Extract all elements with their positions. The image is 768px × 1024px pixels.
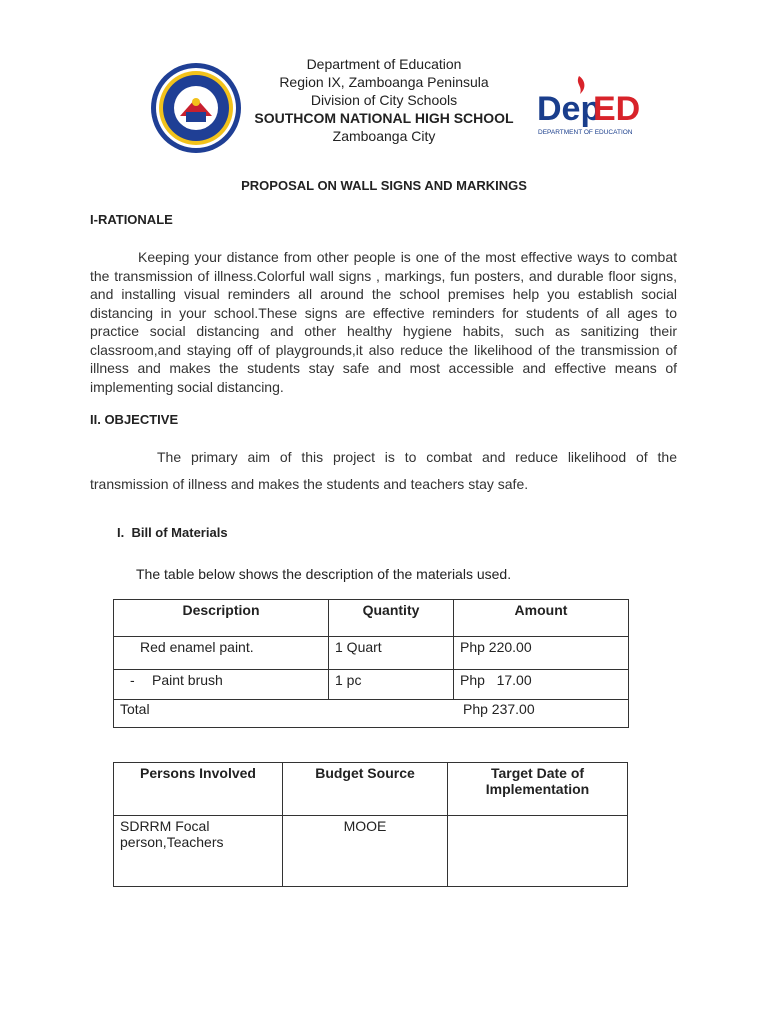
objective-paragraph — [90, 444, 677, 498]
rationale-heading: I-RATIONALE — [90, 212, 173, 227]
col-header-amount: Amount — [454, 600, 629, 637]
table-row — [114, 637, 629, 670]
table-row — [114, 670, 629, 700]
bill-intro: The table below shows the description of the materials used. — [136, 566, 512, 582]
header-school-name: SOUTHCOM NATIONAL HIGH SCHOOL — [254, 110, 514, 126]
cell-quantity: 1 pc — [329, 670, 454, 700]
svg-text:ED: ED — [593, 90, 641, 128]
cell-description-text: Paint brush — [152, 672, 223, 688]
cell-persons: SDRRM Focal person,Teachers — [114, 816, 283, 887]
header-city: Zamboanga City — [332, 128, 436, 144]
col-header-description: Description — [114, 600, 329, 637]
document-title: PROPOSAL ON WALL SIGNS AND MARKINGS — [241, 178, 527, 193]
col-header-target-date: Target Date of Implementation — [448, 763, 628, 816]
table-row — [114, 816, 628, 887]
cell-description — [114, 670, 329, 700]
cell-quantity: 1 Quart — [329, 637, 454, 670]
table-total-row — [114, 700, 629, 728]
rationale-paragraph — [90, 248, 677, 396]
header-region: Region IX, Zamboanga Peninsula — [279, 74, 489, 90]
persons-table — [113, 762, 628, 887]
cell-budget: MOOE — [283, 816, 448, 887]
col-header-budget: Budget Source — [283, 763, 448, 816]
bill-title: Bill of Materials — [131, 525, 228, 540]
materials-table — [113, 599, 629, 728]
col-header-persons: Persons Involved — [114, 763, 283, 816]
objective-heading: II. OBJECTIVE — [90, 412, 179, 427]
col-header-quantity: Quantity — [329, 600, 454, 637]
bill-number: I. — [117, 525, 125, 540]
header-department: Department of Education — [306, 56, 462, 72]
svg-text:Dep: Dep — [537, 90, 602, 128]
cell-description: Red enamel paint. — [114, 637, 329, 670]
svg-text:DEPARTMENT OF EDUCATION: DEPARTMENT OF EDUCATION — [538, 129, 633, 136]
header-division: Division of City Schools — [310, 92, 458, 108]
cell-amount: Php 17.00 — [454, 670, 629, 700]
total-cell — [114, 700, 629, 728]
objective-text: The primary aim of this project is to combat and reduce likelihood of the transmission of illness and makes the students and teachers stay safe. — [90, 449, 677, 492]
list-bullet: - — [130, 672, 135, 688]
rationale-text: Keeping your distance from other people is one of the most effective ways to combat the transmission of illness.Colorful wall signs , markings, fun posters, and durable floor signs, and installing visual reminders all around the school premises help you establish social distancing in your school.These signs are effective reminders for students of all ages to practice social distancing and other healthy hygiene habits, such as sanitizing their classroom,and staying off of playgrounds,it also reduce the likelihood of the transmission of illness and makes the students stay safe and most accessible and effective means of implementing social distancing. — [90, 249, 677, 395]
total-label: Total — [120, 701, 150, 717]
bill-heading — [117, 525, 228, 540]
cell-target-date — [448, 816, 628, 887]
cell-amount: Php 220.00 — [454, 637, 629, 670]
total-amount: Php 237.00 — [463, 701, 535, 717]
